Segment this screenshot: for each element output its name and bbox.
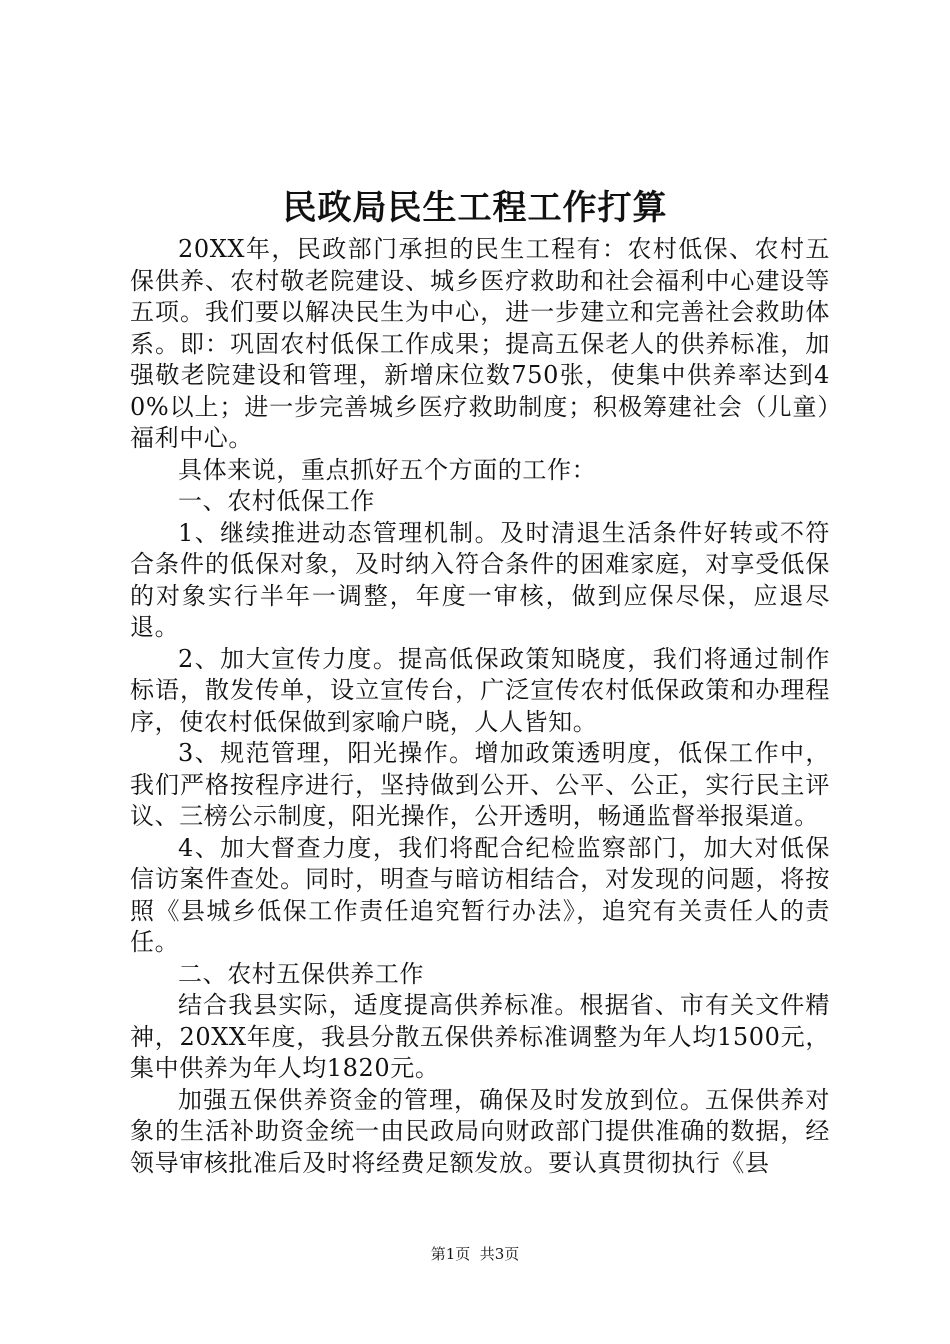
page-footer: 第1页 共3页: [430, 1245, 520, 1263]
paragraph-item-3: 3、规范管理，阳光操作。增加政策透明度，低保工作中，我们严格按程序进行，坚持做到公开、公平、公正，实行民主评议、三榜公示制度，阳光操作，公开透明，畅通监督举报渠道。: [130, 739, 830, 830]
paragraph-item-4: 4、加大督查力度，我们将配合纪检监察部门，加大对低保信访案件查处。同时，明查与暗访相结合，对发现的问题，将按照《县城乡低保工作责任追究暂行办法》，追究有关责任人的责任。: [130, 833, 830, 956]
paragraph-intro: 20XX年，民政部门承担的民生工程有：农村低保、农村五保供养、农村敬老院建设、城乡医疗救助和社会福利中心建设等五项。我们要以解决民生为中心，进一步建立和完善社会救助体系。即：巩固农村低保工作成果；提高五保老人的供养标准，加强敬老院建设和管理，新增床位数750张，使集中供养率达到40%以上；进一步完善城乡医疗救助制度；积极筹建社会（儿童）福利中心。: [130, 235, 830, 452]
document-body: [130, 234, 830, 1179]
section-heading-1: 一、农村低保工作: [178, 487, 375, 515]
paragraph-summary: 具体来说，重点抓好五个方面的工作：: [178, 455, 597, 484]
paragraph-item-2: 2、加大宣传力度。提高低保政策知晓度，我们将通过制作标语，散发传单，设立宣传台，广泛宣传农村低保政策和办理程序，使农村低保做到家喻户晓，人人皆知。: [130, 644, 830, 736]
section-heading-2: 二、农村五保供养工作: [178, 959, 424, 988]
document-title: 民政局民生工程工作打算: [282, 188, 668, 228]
paragraph-section2-2: 加强五保供养资金的管理，确保及时发放到位。五保供养对象的生活补助资金统一由民政局向财政部门提供准确的数据，经领导审核批准后及时将经费足额发放。要认真贯彻执行《县: [130, 1085, 830, 1177]
paragraph-section2-1: 结合我县实际，适度提高供养标准。根据省、市有关文件精神，20XX年度，我县分散五保供养标准调整为年人均1500元，集中供养为年人均1820元。: [130, 991, 830, 1082]
paragraph-item-1: 1、继续推进动态管理机制。及时清退生活条件好转或不符合条件的低保对象，及时纳入符合条件的困难家庭，对享受低保的对象实行半年一调整，年度一审核，做到应保尽保，应退尽退。: [130, 518, 830, 641]
